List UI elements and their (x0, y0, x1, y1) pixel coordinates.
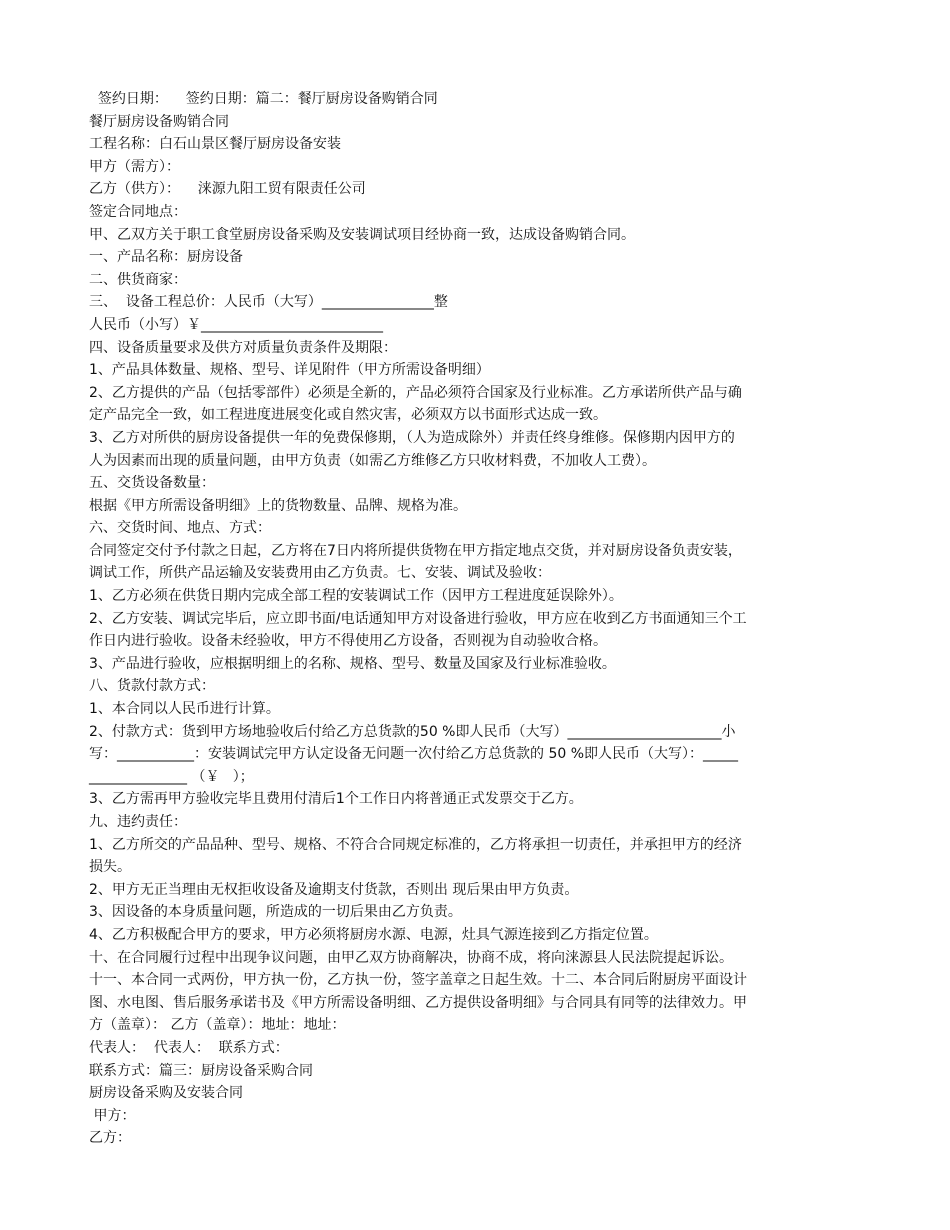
contact-part3-line: 联系方式：篇三：厨房设备采购合同 (89, 1062, 313, 1079)
section-6-body-a: 合同签定交付予付款之日起，乙方将在7日内将所提供货物在甲方指定地点交货，并对厨房设备负责安装， (89, 542, 742, 559)
section-9-item-1b: 损失。 (89, 859, 131, 876)
section-7-item-2b: 作日内进行验收。设备未经验收，甲方不得使用乙方设备，否则视为自动验收合格。 (89, 633, 607, 650)
section-9-heading: 九、违约责任： (89, 814, 187, 830)
section-7-item-3: 3、产品进行验收，应根据明细上的名称、规格、型号、数量及国家及行业标准验收。 (89, 655, 616, 672)
section-8-item-3: 3、乙方需再甲方验收完毕且费用付清后1个工作日内将普通正式发票交于乙方。 (89, 791, 583, 808)
party-a-line: 甲方（需方）： (89, 158, 180, 175)
section-6-body-b: 调试工作，所供产品运输及安装费用由乙方负责。七、安装、调试及验收： (89, 565, 551, 582)
section-8-heading: 八、货款付款方式： (89, 678, 215, 695)
section-4-item-2a: 2、乙方提供的产品（包括零部件）必须是全新的，产品必须符合国家及行业标准。乙方承诺所供产品与确 (89, 384, 742, 401)
party-b-line: 乙方（供方）： 涞源九阳工贸有限责任公司 (89, 181, 366, 198)
signature-seal-line: 方（盖章）： 乙方（盖章）：地址：地址： (89, 1017, 346, 1034)
section-1-product-name: 一、产品名称：厨房设备 (89, 249, 243, 266)
section-10-dispute: 十、在合同履行过程中出现争议问题，由甲乙双方协商解决，协商不成，将向涞源县人民法院提起诉讼。 (89, 949, 733, 966)
section-2-supplier: 二、供货商家： (89, 271, 187, 288)
section-4-item-3a: 3、乙方对所供的厨房设备提供一年的免费保修期，（人为造成除外）并责任终身维修。保修期内因甲方的 (89, 429, 735, 446)
contract-location-line: 签定合同地点： (89, 203, 187, 220)
section-5-heading: 五、交货设备数量： (89, 475, 215, 492)
section-8-item-2c: ______________ （￥ ）； (89, 768, 254, 785)
section-11-12-a: 十一、本合同一式两份，甲方执一份，乙方执一份，签字盖章之日起生效。十二、本合同后附厨房平面设计 (89, 972, 747, 989)
section-6-heading: 六、交货时间、地点、方式： (89, 520, 271, 537)
section-5-body: 根据《甲方所需设备明细》上的货物数量、品牌、规格为准。 (89, 497, 467, 514)
section-4-item-3b: 人为因素而出现的质量问题，由甲方负责（如需乙方维修乙方只收材料费，不加收人工费）。 (89, 452, 656, 469)
section-11-12-b: 图、水电图、售后服务承诺书及《甲方所需设备明细、乙方提供设备明细》与合同具有同等的法律效力。甲 (89, 994, 747, 1011)
section-8-item-1: 1、本合同以人民币进行计算。 (89, 701, 280, 718)
section-7-item-1: 1、乙方必须在供货日期内完成全部工程的安装调试工作（因甲方工程进度延误除外）。 (89, 588, 623, 605)
section-3-total-price: 三、 设备工程总价：人民币（大写）________________整 (89, 294, 448, 311)
project-name-line: 工程名称：白石山景区餐厅厨房设备安装 (89, 136, 341, 153)
section-9-item-3: 3、因设备的本身质量问题，所造成的一切后果由乙方负责。 (89, 904, 462, 921)
representative-line: 代表人： 代表人： 联系方式： (89, 1039, 289, 1056)
section-8-item-2a: 2、付款方式：货到甲方场地验收后付给乙方总货款的50 %即人民币（大写）______________________小 (89, 723, 736, 740)
section-9-item-1a: 1、乙方所交的产品品种、型号、规格、不符合合同规定标准的，乙方将承担一切责任，并承担甲方的经济 (89, 836, 742, 853)
contract-3-party-a: 甲方： (89, 1107, 136, 1124)
section-4-heading: 四、设备质量要求及供方对质量负责条件及期限： (89, 339, 397, 356)
section-4-item-2b: 定产品完全一致，如工程进度进展变化或自然灾害，必须双方以书面形式达成一致。 (89, 407, 607, 424)
signing-date-line: 签约日期： 签约日期：篇二：餐厅厨房设备购销合同 (89, 91, 438, 107)
contract-3-title: 厨房设备采购及安装合同 (89, 1085, 243, 1102)
preamble-line: 甲、乙双方关于职工食堂厨房设备采购及安装调试项目经协商一致，达成设备购销合同。 (89, 226, 635, 243)
section-4-item-1: 1、产品具体数量、规格、型号、详见附件（甲方所需设备明细） (89, 362, 490, 379)
section-9-item-4: 4、乙方积极配合甲方的要求，甲方必须将厨房水源、电源，灶具气源连接到乙方指定位置。 (89, 926, 658, 943)
rmb-lowercase-line: 人民币（小写）￥__________________________ (89, 316, 383, 333)
section-7-item-2a: 2、乙方安装、调试完毕后，应立即书面/电话通知甲方对设备进行验收，甲方应在收到乙方书面通知三个工 (89, 610, 747, 627)
section-9-item-2: 2、甲方无正当理由无权拒收设备及逾期支付货款，否则出 现后果由甲方负责。 (89, 881, 579, 898)
section-8-item-2b: 写：___________：安装调试完甲方认定设备无问题一次付给乙方总货款的 50 %即人民币（大写）：_____ (89, 746, 739, 763)
contract-title: 餐厅厨房设备购销合同 (89, 113, 229, 130)
contract-3-party-b: 乙方： (89, 1130, 131, 1147)
